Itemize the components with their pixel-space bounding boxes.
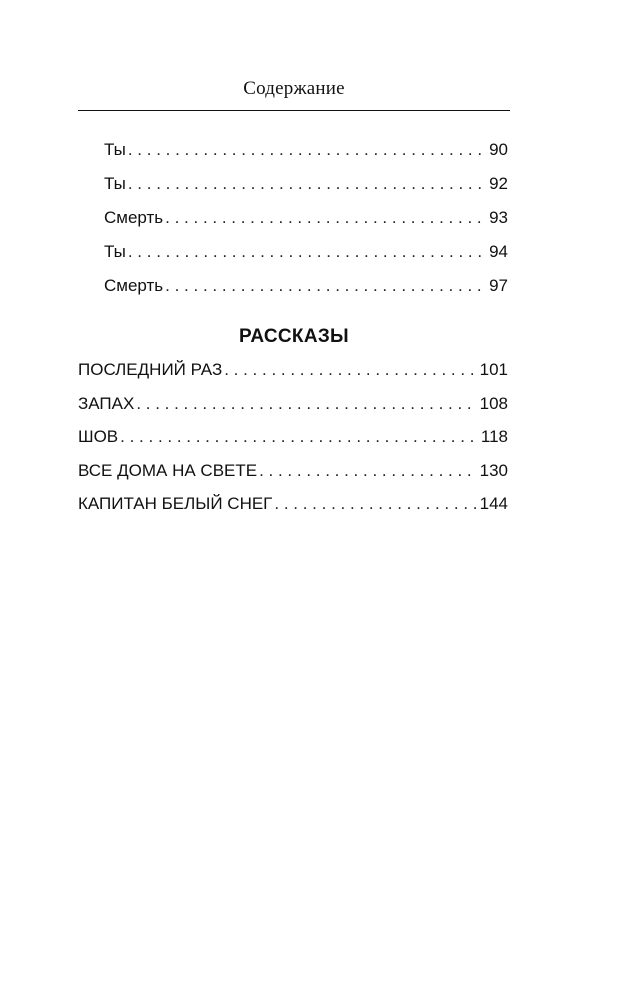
toc-entry-title: ЗАПАХ	[78, 393, 135, 413]
toc-dot-leader	[128, 138, 486, 162]
toc-entry-title: Ты	[104, 174, 126, 193]
toc-entry-title: ПОСЛЕДНИЙ РАЗ	[78, 360, 223, 379]
toc-entry-title: Смерть	[104, 208, 164, 227]
toc-entry-page: 130	[479, 460, 508, 480]
toc-entry	[104, 138, 508, 172]
toc-dot-leader	[274, 492, 476, 516]
toc-entry-page: 144	[479, 494, 508, 513]
toc-entry-title: Ты	[104, 140, 126, 159]
toc-entry	[78, 459, 508, 493]
section-heading: РАССКАЗЫ	[239, 326, 349, 347]
toc-dot-leader	[165, 206, 486, 230]
toc-dot-leader	[165, 274, 486, 298]
header-rule	[78, 110, 510, 111]
toc-entry	[104, 240, 508, 274]
toc-entry	[104, 172, 508, 206]
toc-entry-page: 101	[479, 360, 508, 379]
toc-entry-page: 92	[489, 174, 508, 193]
toc-entry-title: Ты	[104, 242, 126, 261]
running-header-title: Содержание	[243, 78, 345, 99]
toc-entry-title: ШОВ	[78, 427, 119, 446]
toc-entry	[78, 492, 508, 526]
toc-entry	[104, 206, 508, 240]
toc-section-entries	[78, 358, 508, 526]
toc-entry-page: 94	[489, 242, 508, 261]
toc-entry-page: 97	[489, 276, 508, 295]
toc-entry-page: 108	[479, 393, 508, 413]
toc-entry-page: 118	[480, 427, 508, 446]
toc-dot-leader	[259, 459, 477, 483]
toc-entry	[104, 274, 508, 308]
toc-entry-title: КАПИТАН БЕЛЫЙ СНЕГ	[78, 494, 273, 513]
toc-dot-leader	[136, 392, 476, 416]
toc-dot-leader	[128, 172, 486, 196]
toc-entry-page: 90	[489, 140, 508, 159]
toc-dot-leader	[224, 358, 476, 382]
toc-entry	[78, 358, 508, 392]
toc-subentries	[104, 138, 508, 308]
toc-entry-title: ВСЕ ДОМА НА СВЕТЕ	[78, 460, 258, 480]
toc-dot-leader	[120, 425, 478, 449]
toc-entry	[78, 425, 508, 459]
toc-entry	[78, 392, 508, 426]
toc-entry-title: Смерть	[104, 276, 164, 295]
toc-dot-leader	[128, 240, 486, 264]
toc-entry-page: 93	[489, 208, 508, 227]
